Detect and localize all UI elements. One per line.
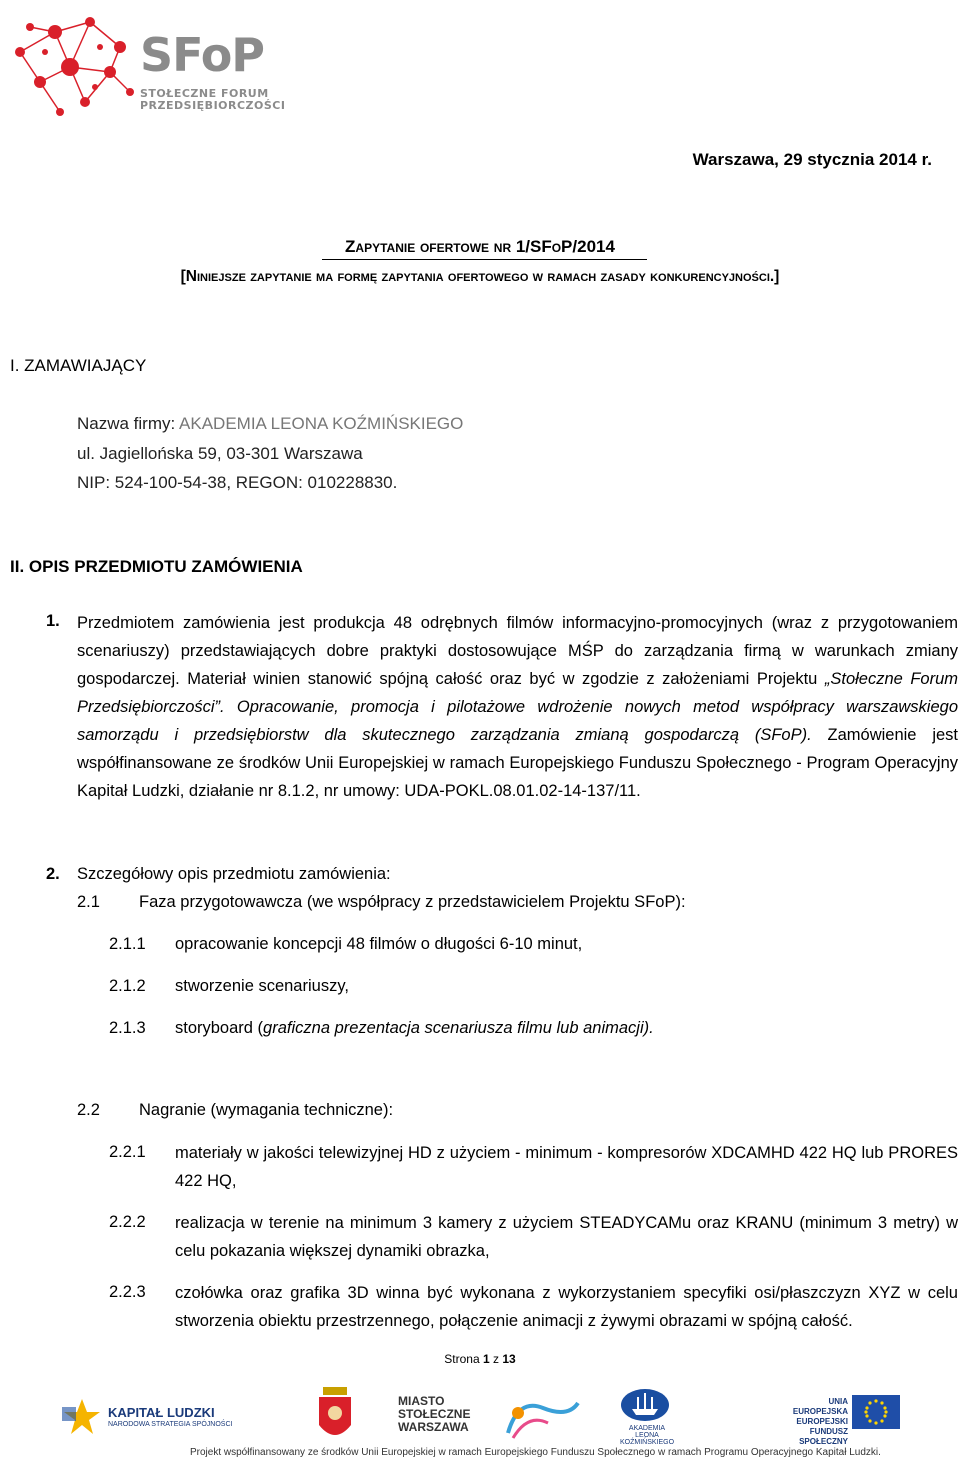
eu-flag-icon: [852, 1395, 900, 1429]
item1-paragraph: [77, 609, 958, 805]
item2-heading: Szczegółowy opis przedmiotu zamówienia:: [77, 865, 391, 883]
crest-icon: [315, 1387, 355, 1445]
item1-text-funding: Zamówienie jest współfinansowane ze środków Unii Europejskiej w ramach Europejskiego Funduszu Społecznego - Program Operacyjny Kapitał Ludzki, działanie nr 8.1.2, nr umowy: UDA-POKL.08.01.02-14-137/11.: [77, 726, 958, 800]
zakrecony-logo: [498, 1393, 588, 1448]
item2-number: 2.: [46, 865, 60, 883]
company-line: [77, 414, 463, 434]
document-title: [0, 237, 960, 257]
eu-line1: UNIA EUROPEJSKA: [792, 1397, 848, 1416]
eu-flag-logo: [852, 1395, 900, 1434]
kapital-ludzki-title: KAPITAŁ LUDZKI: [108, 1405, 215, 1420]
sub-2-2-3-number: 2.2.3: [109, 1283, 146, 1301]
title-underline: [322, 259, 647, 260]
miasto-warszawa-logo: [398, 1395, 470, 1434]
item1-text-project: „Stołeczne Forum Przedsiębiorczości”. Opracowanie, promocja i pilotażowe wdrożenie nowych metod współpracy warszawskiego samorządu i przedsiębiorstw dla skutecznego zarządzania zmianą gospodarczą (SFoP).: [77, 670, 958, 744]
miasto-line1: MIASTO: [398, 1394, 445, 1408]
logo-subtitle-line2: PRZEDSIĘBIORCZOŚCI: [140, 99, 286, 112]
swirl-icon: [498, 1393, 588, 1443]
company-label: Nazwa firmy:: [77, 414, 180, 433]
company-address: ul. Jagiellońska 59, 03-301 Warszawa: [77, 444, 363, 463]
page-total: 13: [502, 1352, 516, 1366]
sub-2-1-2-text: stworzenie scenariuszy,: [175, 977, 349, 995]
sub-2-1-1-number: 2.1.1: [109, 935, 146, 953]
footer-logos: [0, 1385, 960, 1445]
sub-2-2-1-text: materiały w jakości telewizyjnej HD z użyciem - minimum - kompresorów XDCAMHD 422 HQ lub PRORES 422 HQ,: [175, 1144, 958, 1190]
sub-2-1-number: 2.1: [77, 893, 100, 911]
section-heading-zamawiajacy: I. ZAMAWIAJĄCY: [10, 356, 147, 375]
akademia-logo: [620, 1387, 670, 1428]
logo-subtitle-line1: STOŁECZNE FORUM: [140, 87, 269, 100]
sub-2-1-3-text-b: graficzna prezentacja scenariusza filmu lub animacji).: [263, 1019, 654, 1037]
title-line2: [Niniejsze zapytanie ma formę zapytania ofertowego w ramach zasady konkurencyjności.]: [180, 268, 780, 285]
sub-2-2-1-number: 2.2.1: [109, 1143, 146, 1161]
warsaw-crest-logo: [315, 1387, 355, 1450]
eu-line2: EUROPEJSKI: [796, 1417, 848, 1426]
page-current: 1: [482, 1352, 490, 1366]
sub-2-1-3-text: [175, 1019, 654, 1038]
title-line1: Zapytanie ofertowe nr 1/SFoP/2014: [345, 237, 615, 256]
document-subtitle: [0, 268, 960, 286]
star-icon: [62, 1397, 102, 1437]
ship-icon: [620, 1387, 670, 1423]
eu-text: [772, 1397, 848, 1447]
eu-line3: FUNDUSZ SPOŁECZNY: [799, 1427, 848, 1446]
sub-2-1-3-text-a: storyboard (: [175, 1019, 264, 1037]
item1-text-a: Przedmiotem zamówienia jest produkcja 48 odrębnych filmów informacyjno-promocyjnych (wraz z przygotowaniem scenariuszy) przedstawiających dobre praktyki dostosowujące MŚP do zarządzania firmą w warunkach zmiany gospodarczej. Materiał winien stanowić spójną całość oraz być w zgodzie z założeniami Projektu: [77, 614, 958, 688]
akademia-line1: AKADEMIA: [628, 1425, 666, 1432]
akademia-line2: LEONA KOŹMIŃSKIEGO: [619, 1432, 675, 1446]
sub-2-2-number: 2.2: [77, 1101, 100, 1119]
akademia-text: [612, 1425, 682, 1446]
miasto-line3: WARSZAWA: [398, 1420, 469, 1434]
item1-number: 1.: [46, 612, 60, 630]
sub-2-2-2-text: realizacja w terenie na minimum 3 kamery z użyciem STEADYCAMu oraz KRANU (minimum 3 metry) w celu pokazania większej dynamiki obrazka,: [175, 1214, 958, 1260]
footer-caption: Projekt współfinansowany ze środków Unii Europejskiej w ramach Europejskiego Funduszu Społecznego w ramach Programu Operacyjnego Kapitał Ludzki.: [190, 1447, 881, 1458]
sub-2-1-1-text: opracowanie koncepcji 48 filmów o długości 6-10 minut,: [175, 935, 583, 953]
sub-2-1-2-number: 2.1.2: [109, 977, 146, 995]
logo-wordmark: SFoP: [140, 28, 265, 82]
document-date: Warszawa, 29 stycznia 2014 r.: [692, 150, 932, 169]
miasto-line2: STOŁECZNE: [398, 1407, 471, 1421]
company-ids: NIP: 524-100-54-38, REGON: 010228830.: [77, 473, 398, 492]
sub-2-2-2-number: 2.2.2: [109, 1213, 146, 1231]
page-number: [0, 1352, 960, 1366]
page-separator: z: [489, 1352, 503, 1366]
kapital-ludzki-logo: [62, 1397, 102, 1442]
sub-2-1-text: Faza przygotowawcza (we współpracy z przedstawicielem Projektu SFoP):: [139, 893, 686, 911]
page-prefix: Strona: [444, 1352, 483, 1366]
sub-2-1-3-number: 2.1.3: [109, 1019, 146, 1037]
sub-2-2-3-text: czołówka oraz grafika 3D winna być wykonana z wykorzystaniem specyfiki osi/płaszczyzn XYZ w celu stworzenia obiektu przestrzennego, połączenie animacji z żywymi obrazami w spójną całość.: [175, 1284, 958, 1330]
company-name: AKADEMIA LEONA KOŹMIŃSKIEGO: [179, 414, 464, 433]
logo-subtitle: [140, 88, 285, 112]
sub-2-2-text: Nagranie (wymagania techniczne):: [139, 1101, 394, 1119]
kapital-ludzki-subtitle: NARODOWA STRATEGIA SPÓJNOŚCI: [108, 1421, 233, 1428]
section-heading-opis: II. OPIS PRZEDMIOTU ZAMÓWIENIA: [10, 557, 303, 576]
